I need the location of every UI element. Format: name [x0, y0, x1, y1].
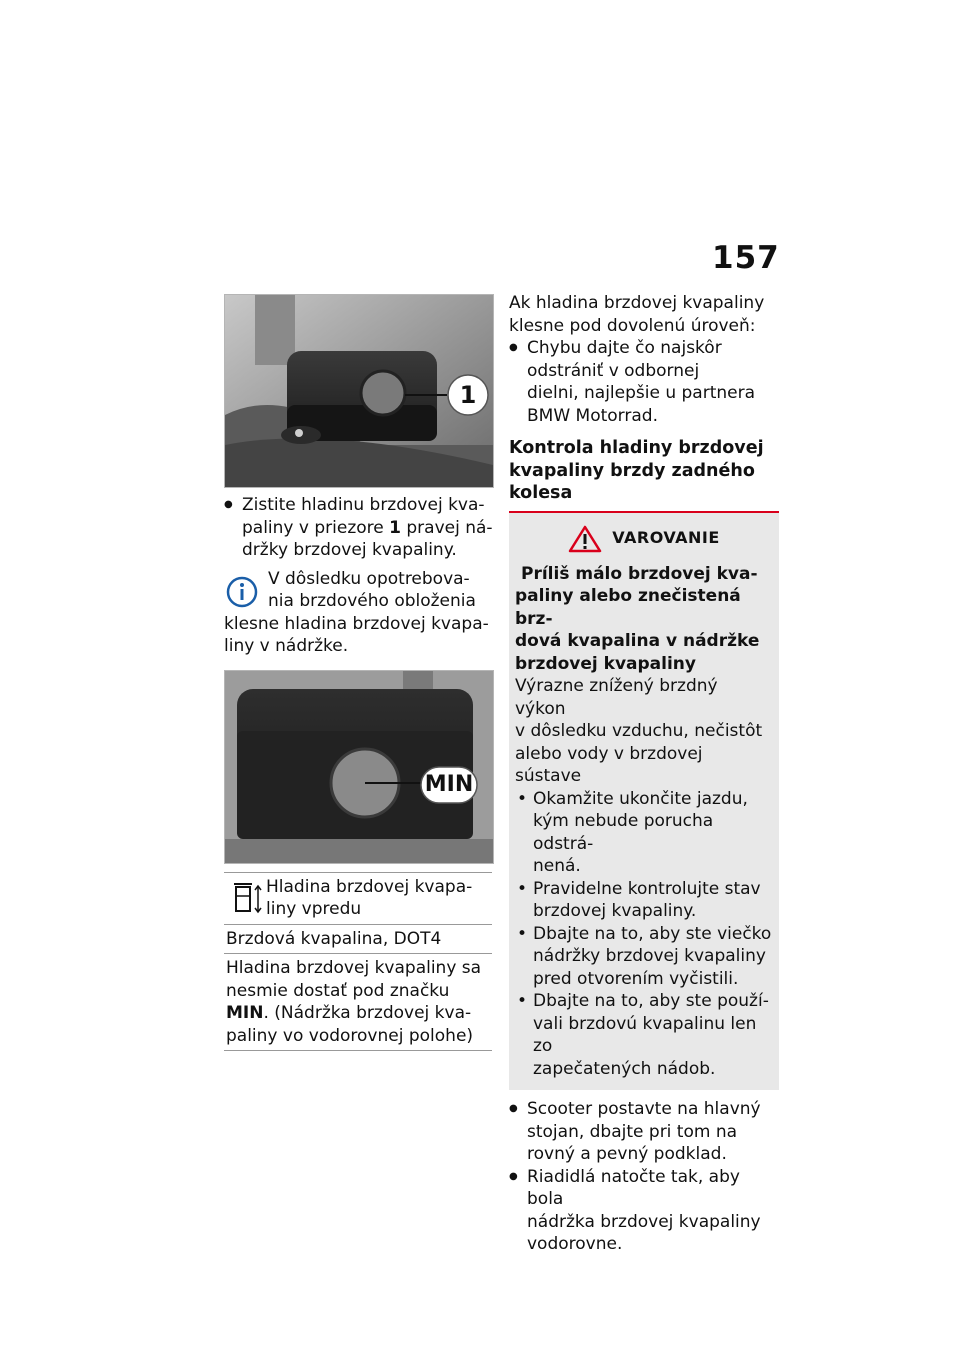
warning-title: Príliš málo brzdovej kva- paliny alebo znečistená brz- dová kvapalina v nádržke brzdovej kvapaliny	[515, 563, 760, 674]
right-column	[509, 292, 779, 1256]
section-heading: Kontrola hladiny brzdovej kvapaliny brzdy zadného kolesa	[509, 438, 764, 503]
spec-table	[224, 872, 492, 1052]
spec-title-row: Hladina brzdovej kvapa- liny vpredu	[224, 873, 492, 925]
reservoir-photo	[224, 294, 494, 488]
callout-1: 1	[459, 381, 477, 409]
warning-item: • Dbajte na to, aby ste použí- vali brzdovú kvapalinu len zo zapečatených nádob.	[515, 990, 773, 1080]
spec-fluid-row: Brzdová kvapalina, DOT4	[224, 925, 492, 955]
bullet-repair: ● Chybu dajte čo najskôr odstrániť v odbornej dielni, najlepšie u partnera BMW Motorrad.	[509, 337, 779, 427]
spec-desc-row: Hladina brzdovej kvapaliny sa nesmie dostať pod značku MIN. (Nádržka brzdovej kva- paliny vo vodorovnej polohe)	[224, 954, 492, 1051]
intro-text: Ak hladina brzdovej kvapaliny klesne pod dovolenú úroveň:	[509, 293, 765, 336]
bullet-handlebar: ● Riadidlá natočte tak, aby bola nádržka brzdovej kvapaliny vodorovne.	[509, 1166, 779, 1256]
min-mark-illustration	[225, 671, 493, 863]
bullet-check-level: ● Zistite hladinu brzdovej kva- paliny v priezore 1 pravej ná- držky brzdovej kvapaliny.	[224, 494, 494, 562]
warning-header	[515, 525, 773, 553]
warning-item: • Pravidelne kontrolujte stav brzdovej kvapaliny.	[515, 878, 773, 923]
info-icon	[224, 568, 264, 612]
min-callout: MIN	[424, 771, 474, 797]
warning-item: • Okamžite ukončite jazdu, kým nebude porucha odstrá- nená.	[515, 788, 773, 878]
warning-body: Výrazne znížený brzdný výkon v dôsledku vzduchu, nečistôt alebo vody v brzdovej sústave	[515, 676, 763, 786]
min-mark-label: MIN	[226, 1003, 264, 1023]
ref-1: 1	[389, 517, 401, 538]
bullet-stand: ● Scooter postavte na hlavný stojan, dbajte pri tom na rovný a pevný podklad.	[509, 1098, 779, 1166]
warning-item: • Dbajte na to, aby ste viečko nádržky brzdovej kvapaliny pred otvorením vyčistili.	[515, 923, 773, 991]
fluid-level-icon	[226, 876, 266, 920]
warning-box	[509, 513, 779, 1091]
min-level-photo	[224, 670, 494, 864]
info-note: V dôsledku opotrebova- nia brzdového obloženia klesne hladina brzdovej kvapa- liny v nádržke.	[224, 568, 489, 656]
left-column	[224, 294, 494, 1051]
warning-label: VAROVANIE	[612, 528, 720, 548]
page-number: 157	[712, 240, 780, 276]
warning-triangle-icon	[568, 525, 602, 553]
